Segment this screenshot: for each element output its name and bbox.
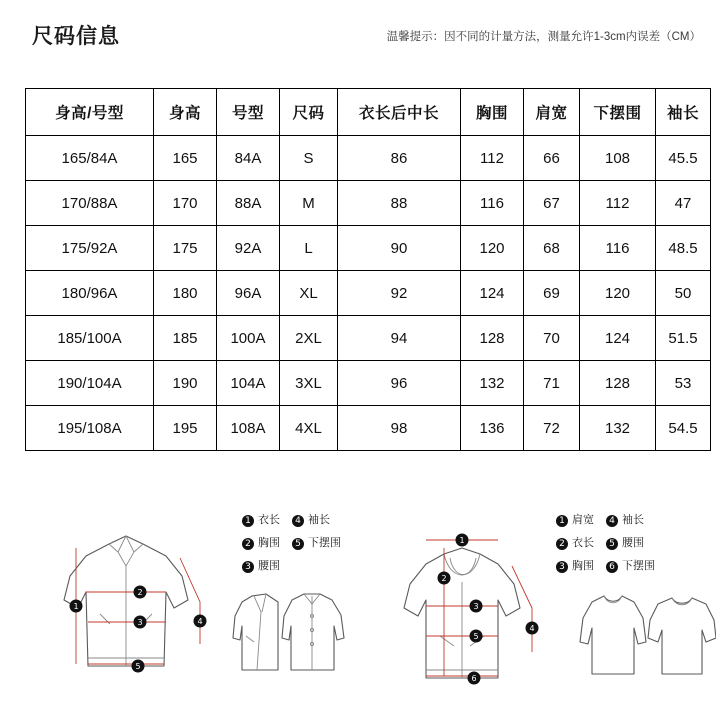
measurement-note: 温馨提示：因不同的计量方法，测量允许1-3cm内误差（CM） (386, 31, 701, 43)
legend-bullet-4: 4 (606, 515, 618, 527)
cell-sleeve: 47 (656, 181, 711, 226)
hoodie-small-figure-tshirt (648, 598, 716, 674)
cell-shoulder: 71 (524, 361, 580, 406)
jacket-main-illustration (64, 536, 188, 666)
hoodie-legend (556, 512, 667, 581)
cell-length: 94 (338, 316, 461, 361)
legend-label-bust: 胸围 (572, 560, 594, 572)
cell-height: 185 (154, 316, 217, 361)
cell-sleeve: 51.5 (656, 316, 711, 361)
legend-label-waist: 腰围 (258, 560, 280, 572)
cell-height: 195 (154, 406, 217, 451)
cell-size: S (280, 136, 338, 181)
legend-label-bust: 胸围 (258, 537, 280, 549)
hoodie-small-figure-longsleeve (580, 596, 646, 674)
jacket-small-figure-right (282, 594, 344, 670)
cell-height: 170 (154, 181, 217, 226)
cell-height-type: 175/92A (26, 226, 154, 271)
size-table (25, 88, 711, 451)
diagram-panel-hoodie (366, 496, 716, 696)
svg-text:6: 6 (471, 674, 477, 683)
svg-text:3: 3 (473, 602, 479, 611)
cell-hem: 108 (580, 136, 656, 181)
hoodie-main-illustration (404, 548, 520, 678)
cell-height-type: 170/88A (26, 181, 154, 226)
cell-shoulder: 66 (524, 136, 580, 181)
svg-text:3: 3 (137, 618, 143, 627)
svg-text:2: 2 (137, 588, 143, 597)
column-header-size: 尺码 (280, 89, 338, 136)
cell-size: 4XL (280, 406, 338, 451)
cell-hem: 128 (580, 361, 656, 406)
cell-shoulder: 70 (524, 316, 580, 361)
legend-label-hem: 下摆围 (622, 560, 655, 572)
cell-bust: 136 (461, 406, 524, 451)
cell-length: 92 (338, 271, 461, 316)
column-header-length: 衣长后中长 (338, 89, 461, 136)
legend-label-shoulder: 肩宽 (572, 514, 594, 526)
cell-type: 100A (217, 316, 280, 361)
cell-length: 96 (338, 361, 461, 406)
table-row (26, 406, 711, 451)
legend-label-waist: 腰围 (622, 537, 644, 549)
cell-sleeve: 53 (656, 361, 711, 406)
svg-text:5: 5 (135, 662, 141, 671)
legend-bullet-4: 4 (292, 515, 304, 527)
cell-height-type: 195/108A (26, 406, 154, 451)
cell-type: 108A (217, 406, 280, 451)
table-row (26, 181, 711, 226)
size-table-wrap (25, 88, 701, 451)
cell-type: 88A (217, 181, 280, 226)
cell-hem: 112 (580, 181, 656, 226)
cell-bust: 116 (461, 181, 524, 226)
cell-shoulder: 68 (524, 226, 580, 271)
cell-sleeve: 54.5 (656, 406, 711, 451)
legend-bullet-5: 5 (606, 538, 618, 550)
measurement-diagrams (0, 496, 725, 696)
svg-text:4: 4 (529, 624, 535, 633)
diagram-panel-jacket (14, 496, 362, 696)
cell-size: L (280, 226, 338, 271)
legend-bullet-6: 6 (606, 561, 618, 573)
legend-label-hem: 下摆围 (308, 537, 341, 549)
column-header-height: 身高 (154, 89, 217, 136)
table-row (26, 226, 711, 271)
cell-sleeve: 48.5 (656, 226, 711, 271)
cell-length: 86 (338, 136, 461, 181)
cell-length: 98 (338, 406, 461, 451)
cell-type: 104A (217, 361, 280, 406)
legend-bullet-3: 3 (242, 561, 254, 573)
column-header-shoulder: 肩宽 (524, 89, 580, 136)
legend-label-length: 衣长 (572, 537, 594, 549)
cell-height: 180 (154, 271, 217, 316)
svg-text:1: 1 (73, 602, 79, 611)
table-row (26, 316, 711, 361)
cell-length: 90 (338, 226, 461, 271)
cell-size: XL (280, 271, 338, 316)
table-row (26, 361, 711, 406)
column-header-sleeve: 袖长 (656, 89, 711, 136)
cell-size: 3XL (280, 361, 338, 406)
svg-text:4: 4 (197, 617, 203, 626)
jacket-small-figure-left (233, 594, 278, 670)
cell-size: 2XL (280, 316, 338, 361)
cell-height-type: 190/104A (26, 361, 154, 406)
cell-size: M (280, 181, 338, 226)
column-header-bust: 胸围 (461, 89, 524, 136)
cell-hem: 116 (580, 226, 656, 271)
cell-sleeve: 50 (656, 271, 711, 316)
cell-shoulder: 67 (524, 181, 580, 226)
cell-height: 190 (154, 361, 217, 406)
table-header-row (26, 89, 711, 136)
legend-label-length: 衣长 (258, 514, 280, 526)
legend-bullet-1: 1 (242, 515, 254, 527)
cell-bust: 120 (461, 226, 524, 271)
legend-bullet-5: 5 (292, 538, 304, 550)
cell-bust: 124 (461, 271, 524, 316)
legend-bullet-2: 2 (242, 538, 254, 550)
cell-type: 84A (217, 136, 280, 181)
cell-height-type: 180/96A (26, 271, 154, 316)
cell-height: 175 (154, 226, 217, 271)
table-row (26, 271, 711, 316)
cell-height-type: 165/84A (26, 136, 154, 181)
cell-hem: 124 (580, 316, 656, 361)
legend-bullet-3: 3 (556, 561, 568, 573)
legend-label-sleeve: 袖长 (622, 514, 644, 526)
cell-height: 165 (154, 136, 217, 181)
cell-hem: 120 (580, 271, 656, 316)
table-row (26, 136, 711, 181)
jacket-legend (242, 512, 353, 581)
column-header-type: 号型 (217, 89, 280, 136)
cell-hem: 132 (580, 406, 656, 451)
cell-type: 92A (217, 226, 280, 271)
cell-bust: 128 (461, 316, 524, 361)
legend-bullet-1: 1 (556, 515, 568, 527)
legend-label-sleeve: 袖长 (308, 514, 330, 526)
column-header-height-type: 身高/号型 (26, 89, 154, 136)
page-header (0, 18, 725, 58)
cell-bust: 132 (461, 361, 524, 406)
cell-sleeve: 45.5 (656, 136, 711, 181)
cell-height-type: 185/100A (26, 316, 154, 361)
column-header-hem: 下摆围 (580, 89, 656, 136)
cell-shoulder: 72 (524, 406, 580, 451)
cell-length: 88 (338, 181, 461, 226)
svg-text:5: 5 (473, 632, 479, 641)
legend-bullet-2: 2 (556, 538, 568, 550)
cell-shoulder: 69 (524, 271, 580, 316)
cell-bust: 112 (461, 136, 524, 181)
svg-text:1: 1 (459, 536, 465, 545)
cell-type: 96A (217, 271, 280, 316)
page-title: 尺码信息 (32, 25, 120, 48)
svg-text:2: 2 (441, 574, 447, 583)
